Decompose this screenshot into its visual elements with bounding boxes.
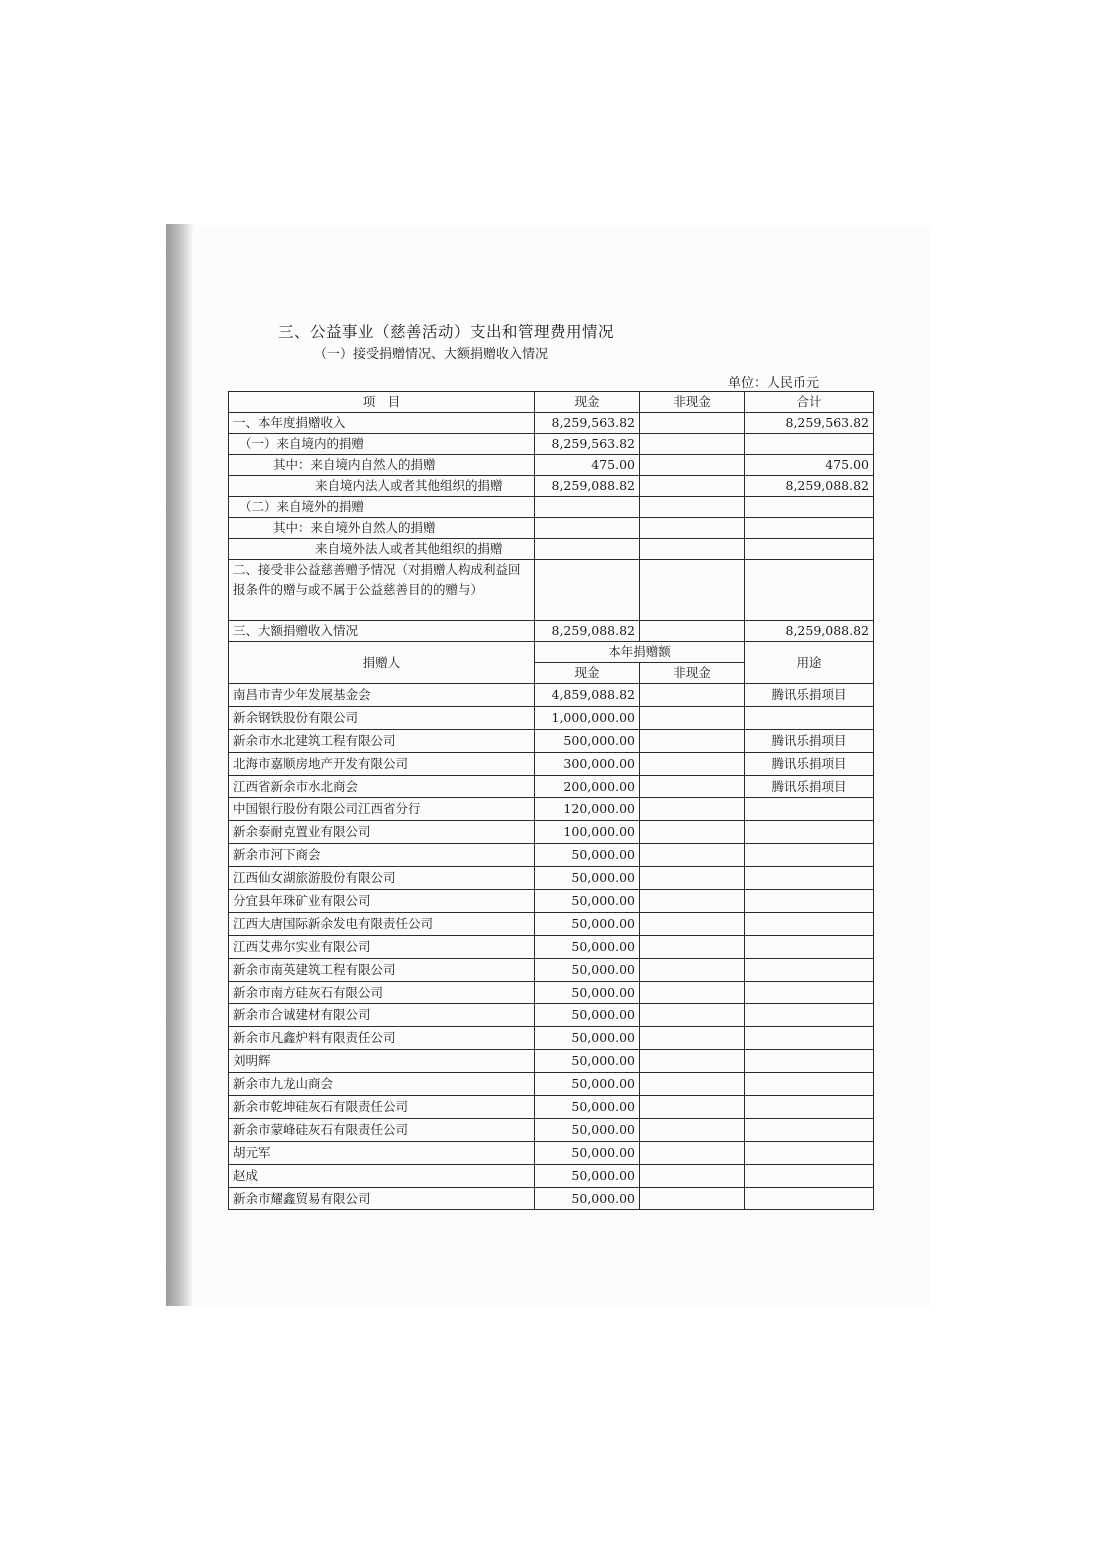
summary-cash-cell: 8,259,088.82: [535, 476, 640, 497]
header-total: 合计: [745, 392, 874, 413]
section-title: 三、公益事业（慈善活动）支出和管理费用情况: [278, 323, 615, 341]
donor-row: [229, 752, 874, 775]
donor-row: [229, 1118, 874, 1141]
donor-purpose-cell: [745, 1073, 874, 1096]
summary-cash-cell: 8,259,563.82: [535, 413, 640, 434]
donor-purpose-cell: [745, 1096, 874, 1119]
donor-cash-cell: 50,000.00: [535, 867, 640, 890]
summary-row: [229, 455, 874, 476]
donor-row: [229, 1050, 874, 1073]
donor-noncash-cell: [640, 935, 745, 958]
donor-row: [229, 821, 874, 844]
donor-row: [229, 775, 874, 798]
donor-row: [229, 867, 874, 890]
donor-cash-cell: 50,000.00: [535, 1027, 640, 1050]
summary-total-cell: 8,259,088.82: [745, 476, 874, 497]
donor-noncash-cell: [640, 890, 745, 913]
summary-total-cell: [745, 560, 874, 621]
summary-cash-cell: 475.00: [535, 455, 640, 476]
donor-noncash-cell: [640, 1118, 745, 1141]
donor-name-cell: 胡元军: [229, 1141, 535, 1164]
donor-noncash-cell: [640, 1096, 745, 1119]
summary-item-cell: 其中：来自境外自然人的捐赠: [229, 518, 535, 539]
summary-item-cell: 其中：来自境内自然人的捐赠: [229, 455, 535, 476]
summary-noncash-cell: [640, 539, 745, 560]
summary-header-row: [229, 392, 874, 413]
donor-name-cell: 新余钢铁股份有限公司: [229, 706, 535, 729]
donor-row: [229, 1027, 874, 1050]
summary-cash-cell: 8,259,088.82: [535, 621, 640, 642]
donor-name-cell: 北海市嘉顺房地产开发有限公司: [229, 752, 535, 775]
donor-cash-cell: 50,000.00: [535, 981, 640, 1004]
header-donor-noncash: 非现金: [640, 663, 745, 684]
donor-row: [229, 958, 874, 981]
header-amount: 本年捐赠额: [535, 642, 745, 663]
donor-purpose-cell: [745, 1050, 874, 1073]
donor-name-cell: 新余市水北建筑工程有限公司: [229, 729, 535, 752]
donor-noncash-cell: [640, 821, 745, 844]
summary-row: [229, 434, 874, 455]
donor-cash-cell: 120,000.00: [535, 798, 640, 821]
donor-name-cell: 新余市南方硅灰石有限公司: [229, 981, 535, 1004]
donor-name-cell: 分宜县年珠矿业有限公司: [229, 890, 535, 913]
donor-name-cell: 新余市南英建筑工程有限公司: [229, 958, 535, 981]
donor-purpose-cell: [745, 1187, 874, 1210]
summary-cash-cell: 8,259,563.82: [535, 434, 640, 455]
donor-name-cell: 江西仙女湖旅游股份有限公司: [229, 867, 535, 890]
donor-purpose-cell: [745, 1004, 874, 1027]
summary-noncash-cell: [640, 434, 745, 455]
summary-row: [229, 539, 874, 560]
donor-purpose-cell: [745, 844, 874, 867]
summary-row: [229, 518, 874, 539]
donor-cash-cell: 50,000.00: [535, 1187, 640, 1210]
donor-purpose-cell: [745, 912, 874, 935]
donor-cash-cell: 100,000.00: [535, 821, 640, 844]
donor-noncash-cell: [640, 1164, 745, 1187]
donor-name-cell: 新余市凡鑫炉料有限责任公司: [229, 1027, 535, 1050]
donor-cash-cell: 50,000.00: [535, 890, 640, 913]
donor-cash-cell: 200,000.00: [535, 775, 640, 798]
donor-cash-cell: 50,000.00: [535, 1141, 640, 1164]
donor-noncash-cell: [640, 1027, 745, 1050]
donor-noncash-cell: [640, 775, 745, 798]
summary-noncash-cell: [640, 518, 745, 539]
summary-noncash-cell: [640, 560, 745, 621]
donor-row: [229, 981, 874, 1004]
donor-row: [229, 1141, 874, 1164]
donor-purpose-cell: 腾讯乐捐项目: [745, 752, 874, 775]
donor-noncash-cell: [640, 684, 745, 707]
summary-row: [229, 497, 874, 518]
summary-cash-cell: [535, 497, 640, 518]
donor-name-cell: 新余市河下商会: [229, 844, 535, 867]
header-purpose: 用途: [745, 642, 874, 684]
donor-row: [229, 1004, 874, 1027]
header-donor: 捐赠人: [229, 642, 535, 684]
donor-cash-cell: 500,000.00: [535, 729, 640, 752]
donor-name-cell: 新余市耀鑫贸易有限公司: [229, 1187, 535, 1210]
summary-item-cell: 二、接受非公益慈善赠予情况（对捐赠人构成利益回报条件的赠与或不属于公益慈善目的的赠与）: [229, 560, 535, 621]
summary-cash-cell: [535, 539, 640, 560]
summary-cash-cell: [535, 560, 640, 621]
donor-cash-cell: 1,000,000.00: [535, 706, 640, 729]
donor-cash-cell: 50,000.00: [535, 935, 640, 958]
donor-purpose-cell: [745, 1141, 874, 1164]
donor-cash-cell: 50,000.00: [535, 1164, 640, 1187]
donor-section: [229, 642, 874, 1210]
donor-name-cell: 南昌市青少年发展基金会: [229, 684, 535, 707]
donor-row: [229, 912, 874, 935]
summary-row: [229, 560, 874, 621]
summary-item-cell: 一、本年度捐赠收入: [229, 413, 535, 434]
donor-cash-cell: 50,000.00: [535, 1096, 640, 1119]
summary-item-cell: （二）来自境外的捐赠: [229, 497, 535, 518]
donation-table: [228, 391, 874, 1210]
summary-total-cell: [745, 539, 874, 560]
summary-noncash-cell: [640, 476, 745, 497]
currency-unit: 单位：人民币元: [728, 376, 820, 391]
donor-noncash-cell: [640, 1004, 745, 1027]
summary-noncash-cell: [640, 621, 745, 642]
header-noncash: 非现金: [640, 392, 745, 413]
donor-cash-cell: 50,000.00: [535, 1073, 640, 1096]
summary-noncash-cell: [640, 455, 745, 476]
donor-name-cell: 新余市乾坤硅灰石有限责任公司: [229, 1096, 535, 1119]
summary-total-cell: 8,259,088.82: [745, 621, 874, 642]
donor-noncash-cell: [640, 912, 745, 935]
donor-noncash-cell: [640, 1050, 745, 1073]
donor-row: [229, 798, 874, 821]
summary-total-cell: [745, 497, 874, 518]
donor-noncash-cell: [640, 752, 745, 775]
summary-cash-cell: [535, 518, 640, 539]
donor-row: [229, 1164, 874, 1187]
donor-row: [229, 1073, 874, 1096]
donor-purpose-cell: [745, 935, 874, 958]
donor-purpose-cell: [745, 867, 874, 890]
donor-purpose-cell: [745, 1118, 874, 1141]
donor-cash-cell: 50,000.00: [535, 1050, 640, 1073]
header-item: 项 目: [229, 392, 535, 413]
donor-noncash-cell: [640, 958, 745, 981]
donor-cash-cell: 50,000.00: [535, 844, 640, 867]
donor-purpose-cell: [745, 1027, 874, 1050]
donor-noncash-cell: [640, 798, 745, 821]
summary-row: [229, 621, 874, 642]
donor-row: [229, 1096, 874, 1119]
donor-noncash-cell: [640, 706, 745, 729]
donor-purpose-cell: 腾讯乐捐项目: [745, 729, 874, 752]
donor-name-cell: 新余市蒙峰硅灰石有限责任公司: [229, 1118, 535, 1141]
donor-cash-cell: 50,000.00: [535, 912, 640, 935]
summary-total-cell: [745, 434, 874, 455]
header-donor-cash: 现金: [535, 663, 640, 684]
donor-purpose-cell: [745, 821, 874, 844]
donor-purpose-cell: 腾讯乐捐项目: [745, 684, 874, 707]
donor-name-cell: 刘明辉: [229, 1050, 535, 1073]
summary-item-cell: （一）来自境内的捐赠: [229, 434, 535, 455]
donor-noncash-cell: [640, 981, 745, 1004]
donor-name-cell: 新余泰耐克置业有限公司: [229, 821, 535, 844]
summary-row: [229, 476, 874, 497]
donor-name-cell: 江西艾弗尔实业有限公司: [229, 935, 535, 958]
donor-cash-cell: 300,000.00: [535, 752, 640, 775]
donor-purpose-cell: 腾讯乐捐项目: [745, 775, 874, 798]
donor-row: [229, 706, 874, 729]
scan-edge-shadow: [166, 224, 194, 1306]
summary-item-cell: 来自境外法人或者其他组织的捐赠: [229, 539, 535, 560]
summary-row: [229, 413, 874, 434]
summary-total-cell: 475.00: [745, 455, 874, 476]
donor-name-cell: 新余市合诚建材有限公司: [229, 1004, 535, 1027]
summary-item-cell: 来自境内法人或者其他组织的捐赠: [229, 476, 535, 497]
donor-row: [229, 1187, 874, 1210]
donor-row: [229, 935, 874, 958]
donor-name-cell: 江西省新余市水北商会: [229, 775, 535, 798]
donor-name-cell: 新余市九龙山商会: [229, 1073, 535, 1096]
donor-row: [229, 684, 874, 707]
donor-noncash-cell: [640, 867, 745, 890]
donor-noncash-cell: [640, 1141, 745, 1164]
section-subtitle: （一）接受捐赠情况、大额捐赠收入情况: [314, 347, 549, 362]
summary-item-cell: 三、大额捐赠收入情况: [229, 621, 535, 642]
donor-purpose-cell: [745, 798, 874, 821]
donor-name-cell: 赵成: [229, 1164, 535, 1187]
summary-total-cell: 8,259,563.82: [745, 413, 874, 434]
donor-row: [229, 890, 874, 913]
donor-cash-cell: 50,000.00: [535, 958, 640, 981]
summary-noncash-cell: [640, 497, 745, 518]
donor-noncash-cell: [640, 1073, 745, 1096]
summary-section: [229, 392, 874, 642]
donor-cash-cell: 4,859,088.82: [535, 684, 640, 707]
donor-purpose-cell: [745, 706, 874, 729]
donor-row: [229, 844, 874, 867]
header-cash: 现金: [535, 392, 640, 413]
donor-cash-cell: 50,000.00: [535, 1118, 640, 1141]
donor-purpose-cell: [745, 981, 874, 1004]
donor-header-row: [229, 642, 874, 663]
donor-purpose-cell: [745, 1164, 874, 1187]
donor-row: [229, 729, 874, 752]
donor-cash-cell: 50,000.00: [535, 1004, 640, 1027]
summary-noncash-cell: [640, 413, 745, 434]
donor-noncash-cell: [640, 844, 745, 867]
summary-total-cell: [745, 518, 874, 539]
donor-purpose-cell: [745, 958, 874, 981]
donor-noncash-cell: [640, 729, 745, 752]
donor-noncash-cell: [640, 1187, 745, 1210]
donor-name-cell: 中国银行股份有限公司江西省分行: [229, 798, 535, 821]
donor-name-cell: 江西大唐国际新余发电有限责任公司: [229, 912, 535, 935]
donor-purpose-cell: [745, 890, 874, 913]
